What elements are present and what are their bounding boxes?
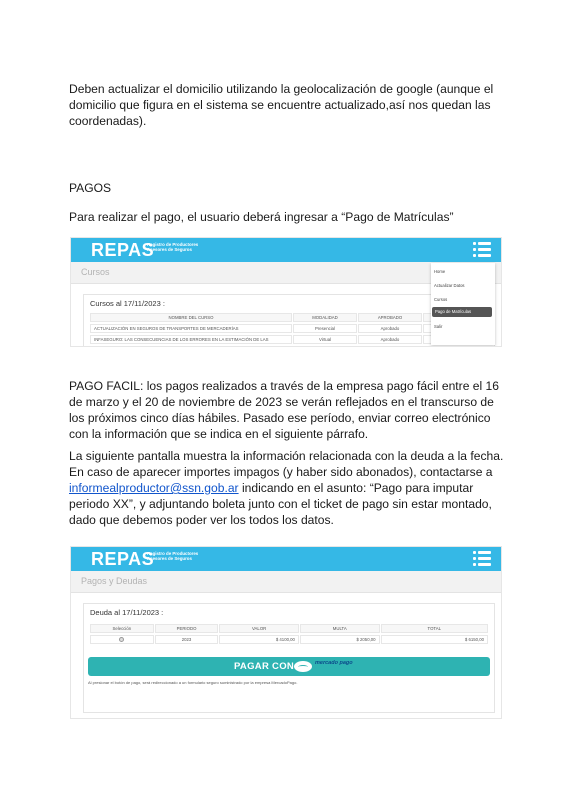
deuda-card-title: Deuda al 17/11/2023 : xyxy=(90,608,164,617)
repas-logo-subtitle: Registro de Productores Asesores de Seguros xyxy=(147,242,199,252)
deuda-line-2: En caso de aparecer importes impagos (y haber sido abonados), contactarse a xyxy=(69,465,493,479)
page-title: Cursos xyxy=(81,267,110,277)
table-header: VALOR xyxy=(219,624,299,633)
mercadopago-logo-text: mercado pago xyxy=(315,660,353,666)
selection-cell xyxy=(90,635,154,644)
pay-button-label: PAGAR CON xyxy=(234,661,295,672)
table-cell: 2023 xyxy=(155,635,219,644)
table-header: PERIODO xyxy=(155,624,219,633)
table-cell: Virtual xyxy=(293,335,357,344)
pago-facil-paragraph: PAGO FACIL: los pagos realizados a través de la empresa pago fácil entre el 16 de marzo y el 20 de noviembre de 2023 se verán reflejados en el transcurso de los próximos cinco días hábiles. Pasado ese período, enviar correo electrónico con la información que se indica en el siguiente párrafo. xyxy=(69,379,500,441)
table-header: MODALIDAD xyxy=(293,313,357,322)
table-row xyxy=(90,635,488,644)
table-cell: Aprobado xyxy=(358,324,422,333)
table-cell: Aprobado xyxy=(358,335,422,344)
table-header: MULTA xyxy=(300,624,380,633)
deuda-card xyxy=(83,603,495,713)
menu-item-pago-de-matriculas[interactable]: Pago de Matrículas xyxy=(432,307,492,317)
email-link[interactable]: informealproductor@ssn.gob.ar xyxy=(69,481,239,495)
table-cell: $ 4100,00 xyxy=(219,635,299,644)
table-cell: $ 2050,00 xyxy=(300,635,380,644)
table-header: APROBADO xyxy=(358,313,422,322)
selection-radio[interactable] xyxy=(119,637,124,642)
menu-item-actualizar-datos[interactable]: Actualizar Datos xyxy=(434,283,465,288)
table-header-row xyxy=(90,313,488,322)
page-title: Pagos y Deudas xyxy=(81,576,148,586)
menu-item-salir[interactable]: Salir xyxy=(434,324,443,329)
pagos-intro-paragraph: Para realizar el pago, el usuario deberá ingresar a “Pago de Matrículas” xyxy=(69,210,454,224)
table-row xyxy=(90,324,488,333)
table-header: Selección xyxy=(90,624,154,633)
payment-footnote: Al presionar el botón de pago, será redireccionado a un formulario seguro suministrado por la empresa MercadoPago. xyxy=(88,680,298,685)
table-row xyxy=(90,335,488,344)
deuda-paragraph xyxy=(69,448,509,528)
table-cell: $ 6150,00 xyxy=(381,635,488,644)
pagos-screenshot xyxy=(70,546,502,719)
app-topbar xyxy=(71,238,501,262)
cursos-card-title: Cursos al 17/11/2023 : xyxy=(90,299,165,308)
menu-icon[interactable] xyxy=(473,551,491,567)
table-header: NOMBRE DEL CURSO xyxy=(90,313,292,322)
dropdown-menu xyxy=(431,263,495,345)
deuda-line-3: indicando en el asunto: “Pago para imputar periodo XX”, y adjuntando boleta junto con el ticket de pago sin estar montado, dado que debemos poder ver los todos los datos. xyxy=(69,481,492,527)
menu-icon[interactable] xyxy=(473,242,491,258)
repas-logo: REPAS xyxy=(91,240,155,260)
geolocation-paragraph: Deben actualizar el domicilio utilizando la geolocalización de google (aunque el domicilio que figura en el sistema se encuentre actualizado,así nos quedan las coordenadas). xyxy=(69,82,494,128)
app-topbar xyxy=(71,547,501,571)
table-header-row xyxy=(90,624,488,633)
menu-item-cursos[interactable]: Cursos xyxy=(434,297,448,302)
pagos-heading: PAGOS xyxy=(69,181,112,195)
table-cell: Presencial xyxy=(293,324,357,333)
table-cell: ACTUALIZACIÓN EN SEGUROS DE TRANSPORTES DE MERCADERÍAS xyxy=(90,324,292,333)
table-cell: INFASEGURO: LAS CONSECUENCIAS DE LOS ERRORES EN LA ESTIMACIÓN DE LAS xyxy=(90,335,292,344)
repas-logo: REPAS xyxy=(91,549,155,569)
mercadopago-handshake-icon xyxy=(294,661,312,672)
repas-logo-subtitle: Registro de Productores Asesores de Seguros xyxy=(147,551,199,561)
menu-item-home[interactable]: Home xyxy=(434,269,446,274)
table-header: TOTAL xyxy=(381,624,488,633)
deuda-line-1: La siguiente pantalla muestra la información relacionada con la deuda a la fecha. xyxy=(69,449,504,463)
page-header xyxy=(71,571,501,593)
cursos-screenshot xyxy=(70,237,502,347)
pay-with-mercadopago-button[interactable] xyxy=(88,657,490,676)
